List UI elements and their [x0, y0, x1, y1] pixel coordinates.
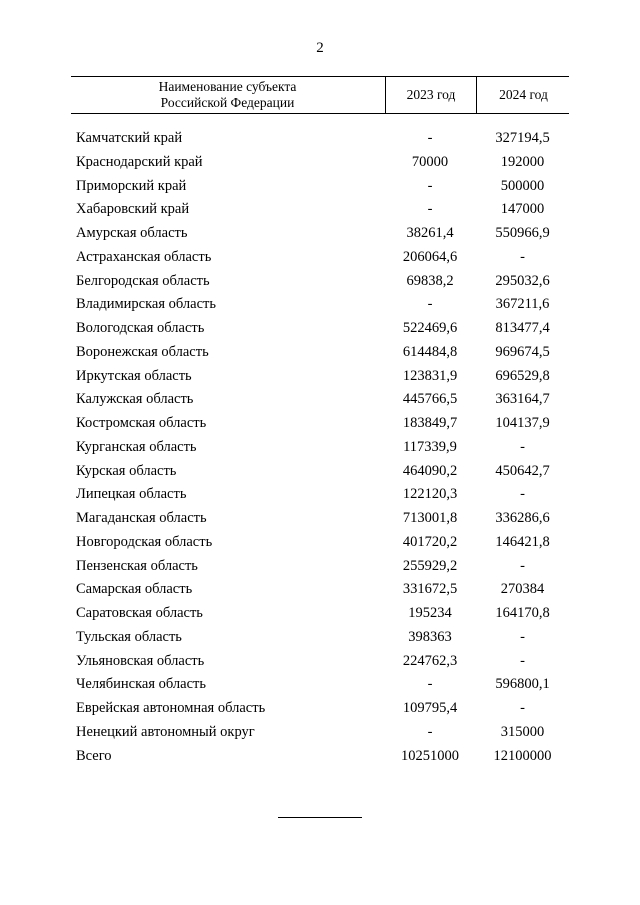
row-subject-name: Владимирская область	[76, 296, 216, 313]
row-value-2024: 315000	[500, 723, 545, 740]
row-value-2024: 164170,8	[495, 605, 550, 621]
table-row	[71, 270, 569, 294]
row-subject-name: Приморский край	[76, 177, 187, 194]
row-value-2024: 147000	[500, 201, 545, 218]
table-row	[71, 745, 569, 769]
row-value-2023: 117339,9	[403, 438, 457, 455]
row-value-2024: 363164,7	[495, 391, 550, 408]
row-subject-name: Ульяновская область	[76, 652, 205, 669]
table-row	[71, 507, 569, 531]
table-row	[71, 317, 569, 341]
row-value-2023: 123831,9	[402, 367, 458, 384]
row-value-2023: 255929,2	[402, 557, 458, 574]
row-value-2023: 401720,2	[402, 533, 458, 550]
row-subject-name: Липецкая область	[76, 486, 187, 503]
row-value-2024: -	[520, 438, 525, 455]
row-subject-name: Новгородская область	[76, 533, 213, 550]
row-value-2023: 38261,4	[406, 225, 454, 241]
row-value-2024: 500000	[500, 177, 545, 194]
row-value-2024: 270384	[500, 581, 545, 598]
row-value-2023: 69838,2	[406, 272, 454, 289]
row-value-2023: -	[427, 130, 433, 146]
header-subject-name: Наименование субъекта Российской Федерации	[158, 79, 297, 110]
row-value-2023: -	[427, 177, 433, 194]
row-subject-name: Курская область	[76, 462, 177, 479]
row-value-2023: -	[427, 201, 433, 218]
row-value-2023: 614484,8	[402, 343, 458, 360]
table-row	[71, 175, 569, 199]
row-value-2023: -	[427, 296, 433, 313]
row-value-2024: 295032,6	[495, 272, 550, 289]
row-subject-name: Вологодская область	[76, 320, 205, 336]
row-value-2024: -	[520, 628, 525, 645]
table-row	[71, 341, 569, 365]
row-value-2023: 109795,4	[402, 700, 458, 716]
table-row	[71, 555, 569, 579]
table-row	[71, 222, 569, 246]
row-subject-name: Камчатский край	[76, 130, 183, 146]
row-value-2024: 450642,7	[495, 462, 550, 479]
row-subject-name: Воронежская область	[76, 343, 209, 360]
row-subject-name: Костромская область	[76, 415, 207, 431]
table-row	[71, 531, 569, 555]
page-number: 2	[316, 40, 324, 56]
row-subject-name: Краснодарский край	[76, 153, 203, 170]
row-subject-name: Всего	[76, 747, 112, 764]
row-subject-name: Саратовская область	[76, 605, 203, 621]
row-value-2024: 12100000	[493, 747, 552, 764]
row-subject-name: Магаданская область	[76, 510, 207, 526]
row-value-2023: 331672,5	[402, 581, 458, 598]
header-year-2024: 2024 год	[476, 77, 570, 113]
table-row	[71, 436, 569, 460]
table-row	[71, 246, 569, 270]
row-subject-name: Тульская область	[76, 628, 182, 645]
row-value-2024: 336286,6	[495, 510, 550, 526]
table-row	[71, 127, 569, 151]
row-value-2024: -	[520, 652, 525, 669]
footer-divider	[278, 817, 362, 818]
row-value-2024: 146421,8	[495, 533, 550, 550]
row-subject-name: Пензенская область	[76, 557, 198, 574]
table-row	[71, 721, 569, 745]
row-value-2024: -	[520, 486, 525, 503]
table-row	[71, 602, 569, 626]
row-value-2024: -	[520, 557, 525, 574]
row-value-2023: 70000	[411, 153, 449, 170]
table-row	[71, 673, 569, 697]
table-row	[71, 483, 569, 507]
row-subject-name: Еврейская автономная область	[76, 700, 266, 716]
row-value-2023: -	[427, 676, 433, 693]
table-row	[71, 365, 569, 389]
row-value-2023: 713001,8	[402, 510, 458, 526]
table-row	[71, 697, 569, 721]
row-value-2024: 596800,1	[495, 676, 550, 693]
header-year-2023: 2023 год	[385, 77, 476, 113]
row-value-2023: 183849,7	[402, 415, 458, 431]
row-subject-name: Астраханская область	[76, 248, 212, 265]
table-body	[71, 127, 569, 768]
table-row	[71, 578, 569, 602]
row-value-2024: 550966,9	[495, 225, 550, 241]
row-value-2023: 206064,6	[402, 248, 458, 265]
table-row	[71, 412, 569, 436]
row-value-2024: 104137,9	[495, 415, 550, 431]
row-subject-name: Амурская область	[76, 225, 188, 241]
row-value-2024: 969674,5	[495, 343, 550, 360]
row-value-2024: -	[520, 700, 525, 716]
row-value-2023: 122120,3	[402, 486, 458, 503]
table-row	[71, 626, 569, 650]
row-value-2023: 522469,6	[402, 320, 458, 336]
row-subject-name: Калужская область	[76, 391, 194, 408]
row-subject-name: Курганская область	[76, 438, 197, 455]
row-subject-name: Самарская область	[76, 581, 193, 598]
table-row	[71, 151, 569, 175]
row-subject-name: Челябинская область	[76, 676, 206, 693]
row-value-2023: 195234	[408, 605, 452, 621]
row-value-2023: 224762,3	[402, 652, 458, 669]
row-value-2024: 813477,4	[495, 320, 550, 336]
row-value-2024: 192000	[500, 153, 545, 170]
row-value-2023: 445766,5	[402, 391, 458, 408]
row-subject-name: Хабаровский край	[76, 201, 190, 218]
row-value-2023: 10251000	[401, 747, 459, 764]
row-value-2023: 398363	[408, 628, 452, 645]
table-row	[71, 198, 569, 222]
row-value-2024: 327194,5	[495, 130, 550, 146]
row-value-2024: 696529,8	[495, 367, 550, 384]
table-row	[71, 293, 569, 317]
row-value-2024: -	[520, 248, 525, 265]
table-row	[71, 650, 569, 674]
table-row	[71, 388, 569, 412]
table-header	[71, 76, 569, 114]
row-subject-name: Иркутская область	[76, 367, 192, 384]
row-subject-name: Ненецкий автономный округ	[76, 723, 255, 740]
table-row	[71, 460, 569, 484]
row-value-2023: -	[427, 723, 433, 740]
row-value-2023: 464090,2	[402, 462, 458, 479]
row-subject-name: Белгородская область	[76, 272, 210, 289]
row-value-2024: 367211,6	[495, 296, 550, 313]
